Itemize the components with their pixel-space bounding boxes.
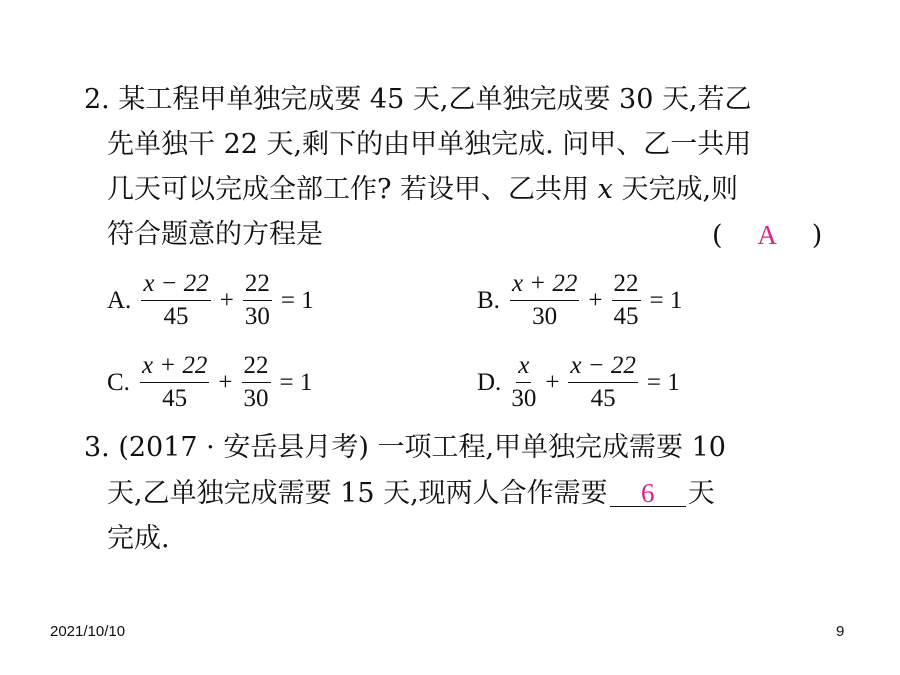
denominator: 30 (243, 385, 269, 412)
denominator: 30 (244, 303, 270, 330)
q3-line-2-text-b: 天 (687, 478, 715, 509)
option-label: C. (107, 368, 130, 396)
fraction (510, 270, 579, 331)
paren-open: ( (712, 220, 723, 251)
numerator: x − 22 (568, 352, 637, 383)
option-label: A. (107, 286, 132, 314)
fraction (612, 270, 641, 331)
q2-line-2: 先单独干 22 天,剩下的由甲单独完成. 问甲、乙一共用 (107, 129, 752, 160)
option-d (477, 352, 685, 413)
answer-bracket (712, 219, 822, 252)
plus-sign: + (545, 368, 560, 396)
denominator: 45 (590, 385, 616, 412)
denominator: 30 (511, 385, 537, 412)
paren-close: ) (811, 220, 823, 251)
q3-line-2 (107, 478, 715, 510)
denominator: 45 (162, 385, 188, 412)
q2-line-3 (107, 174, 738, 206)
fraction (242, 352, 271, 413)
option-b (477, 270, 687, 331)
denominator: 45 (163, 303, 189, 330)
q2-line-3-text-b: 天完成,则 (612, 174, 739, 205)
q2-line-1: 2. 某工程甲单独完成要 45 天,乙单独完成要 30 天,若乙 (84, 84, 752, 115)
option-label: B. (477, 286, 500, 314)
option-a (107, 270, 319, 331)
equation-rhs: = 1 (646, 368, 680, 396)
fraction (243, 270, 272, 331)
variable-x: x (597, 174, 613, 205)
page-number: 9 (836, 623, 845, 640)
fraction (140, 352, 209, 413)
option-c (107, 352, 317, 413)
numerator: x + 22 (510, 270, 579, 301)
fraction (568, 352, 637, 413)
equation-rhs: = 1 (280, 286, 314, 314)
footer-date: 2021/10/10 (50, 623, 126, 640)
answer-blank: 6 (610, 480, 686, 507)
q3-line-1: 3. (2017 · 安岳县月考) 一项工程,甲单独完成需要 10 (84, 432, 726, 463)
denominator: 45 (613, 303, 639, 330)
equation-rhs: = 1 (649, 286, 683, 314)
plus-sign: + (218, 368, 233, 396)
numerator: x + 22 (140, 352, 209, 383)
option-label: D. (477, 368, 502, 396)
q2-line-3-text-a: 几天可以完成全部工作? 若设甲、乙共用 (107, 174, 598, 205)
q3-line-3: 完成. (107, 523, 170, 554)
q2-line-4: 符合题意的方程是 (107, 219, 323, 250)
denominator: 30 (532, 303, 558, 330)
plus-sign: + (219, 286, 234, 314)
fraction (141, 270, 210, 331)
equation-rhs: = 1 (279, 368, 313, 396)
numerator: 22 (612, 270, 641, 301)
q3-line-2-text-a: 天,乙单独完成需要 15 天,现两人合作需要 (107, 478, 608, 509)
numerator: x (516, 352, 531, 383)
numerator: x − 22 (141, 270, 210, 301)
numerator: 22 (242, 352, 271, 383)
fraction (511, 352, 536, 413)
numerator: 22 (243, 270, 272, 301)
answer-choice: A (757, 220, 777, 250)
plus-sign: + (588, 286, 603, 314)
